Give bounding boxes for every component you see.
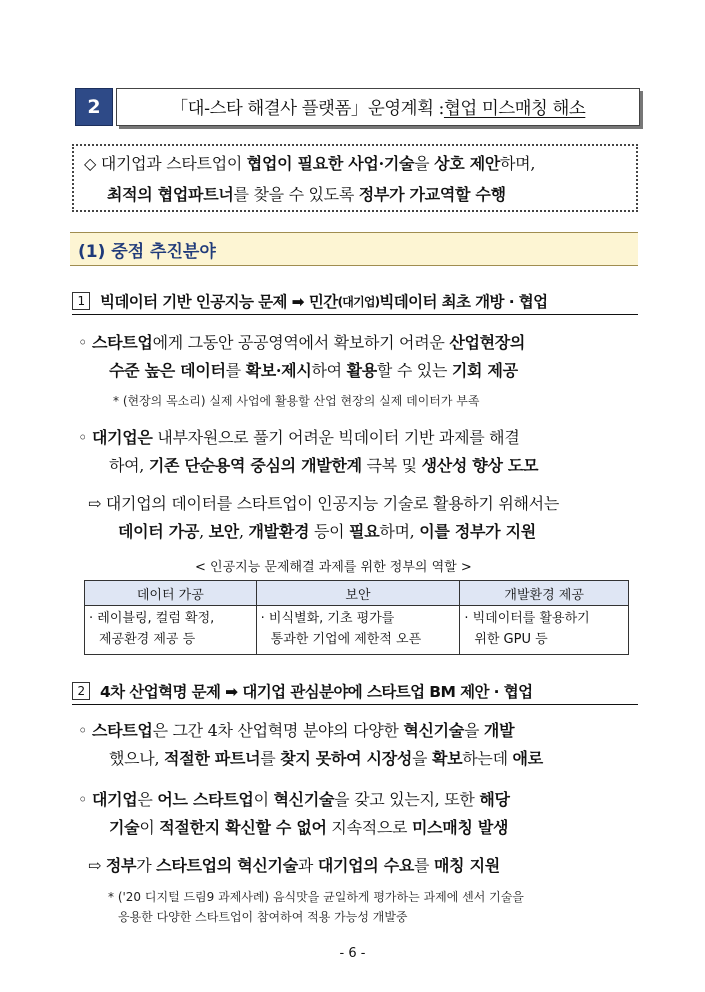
item-2-para-1-line-2 bbox=[109, 746, 543, 769]
item-2-para-2-line-1 bbox=[78, 787, 510, 810]
bold-text: 대기업 bbox=[91, 790, 138, 809]
bold-text: 매칭 지원 bbox=[433, 856, 500, 875]
text: 을 bbox=[463, 721, 484, 740]
text: 이 bbox=[253, 790, 274, 809]
table-cell bbox=[460, 606, 629, 655]
table-row bbox=[85, 606, 629, 655]
bold-text: 적절한지 확신할 수 없어 bbox=[159, 818, 327, 837]
summary-bold: 정부가 가교역할 수행 bbox=[358, 185, 506, 204]
text: 내부자원으로 풀기 어려운 빅데이터 기반 과제를 해결 bbox=[152, 428, 520, 447]
bold-text: 기회 제공 bbox=[451, 361, 518, 380]
item-2-para-1-line-1 bbox=[78, 718, 514, 741]
bold-text: 적절한 파트너 bbox=[164, 749, 261, 768]
bold-text: 어느 스타트업 bbox=[157, 790, 254, 809]
bold-text: 대기업의 수요 bbox=[317, 856, 415, 875]
text: 를 bbox=[414, 856, 434, 875]
text: 하여, bbox=[109, 456, 149, 475]
item-1-para-2-line-1 bbox=[78, 425, 520, 448]
bold-text: 활용 bbox=[346, 361, 377, 380]
bold-text: 데이터 가공 bbox=[118, 522, 200, 541]
bold-text: 생산성 향상 도모 bbox=[421, 456, 539, 475]
bold-text: 혁신기술 bbox=[273, 790, 335, 809]
item-1-arrow-line-2 bbox=[118, 519, 536, 542]
text: 을 bbox=[412, 749, 432, 768]
section-title-middle: 운영계획 : bbox=[367, 98, 444, 119]
bold-text: 필요 bbox=[349, 522, 380, 541]
bold-text: 기존 단순용역 중심의 개발한계 bbox=[148, 456, 362, 475]
bold-text: 스타트업 bbox=[91, 721, 153, 740]
diamond-bullet-icon: ◇ bbox=[84, 154, 97, 173]
cell-line: · 레이블링, 컬럼 확정, bbox=[89, 611, 215, 626]
item-number-box: 2 bbox=[72, 682, 90, 700]
bold-text: 미스매칭 발생 bbox=[412, 818, 509, 837]
table-header: 보안 bbox=[256, 581, 460, 606]
text: 이 bbox=[139, 818, 160, 837]
text: 가 bbox=[136, 856, 157, 875]
item-1-para-1-line-1 bbox=[78, 330, 525, 353]
item-1-heading bbox=[72, 290, 638, 315]
text: 을 갖고 있는지, 또한 bbox=[334, 790, 480, 809]
cell-line: 위한 GPU 등 bbox=[474, 632, 548, 647]
item-2-heading-text: 4차 산업혁명 문제 ➡ 대기업 관심분야에 스타트업 BM 제안 · 협업 bbox=[100, 683, 533, 701]
item-2-note-line-1: * ('20 디지털 드림9 과제사례) 음식맛을 균일하게 평가하는 과제에 센서 기술을 bbox=[108, 890, 524, 904]
item-1-arrow-line-1 bbox=[88, 491, 559, 514]
summary-line-2 bbox=[84, 179, 636, 210]
item-number-box: 1 bbox=[72, 292, 90, 310]
section-number-badge: 2 bbox=[75, 88, 113, 126]
item-2-para-2-line-2 bbox=[109, 815, 508, 838]
subsection-title: (1) 중점 추진분야 bbox=[70, 232, 638, 266]
table-caption: < 인공지능 문제해결 과제를 위한 정부의 역할 > bbox=[195, 560, 472, 575]
bold-text: 보안 bbox=[208, 522, 239, 541]
bold-text: 스타트업의 혁신기술 bbox=[156, 856, 298, 875]
summary-line-1 bbox=[84, 148, 636, 179]
text: 등이 bbox=[309, 522, 350, 541]
bold-text: 이를 정부가 지원 bbox=[419, 522, 536, 541]
arrow-right-icon: ⇨ bbox=[88, 494, 102, 513]
bold-text: 찾지 못하여 시장성 bbox=[280, 749, 413, 768]
bold-text: 애로 bbox=[512, 749, 543, 768]
summary-bold: 협업이 필요한 사업·기술 bbox=[246, 154, 415, 173]
text: , bbox=[238, 522, 249, 541]
bold-text: 수준 높은 데이터 bbox=[109, 361, 226, 380]
text: 은 그간 4차 산업혁명 분야의 다양한 bbox=[152, 721, 404, 740]
bold-text: 혁신기술 bbox=[403, 721, 464, 740]
summary-bold: 최적의 협업파트너 bbox=[107, 185, 234, 204]
cell-line: · 비식별화, 기초 평가를 bbox=[260, 611, 395, 626]
item-1-para-2-line-2 bbox=[109, 453, 538, 476]
bold-text: 정부 bbox=[105, 856, 137, 875]
circle-bullet-icon: ◦ bbox=[78, 721, 88, 740]
text: , bbox=[199, 522, 209, 541]
item-1-heading-paren: (대기업) bbox=[337, 294, 380, 309]
table-cell bbox=[85, 606, 257, 655]
bold-text: 확보 bbox=[431, 749, 463, 768]
bold-text: 개발 bbox=[483, 721, 515, 740]
bold-text: 기술 bbox=[109, 818, 140, 837]
item-1-para-1-line-2 bbox=[109, 358, 518, 381]
summary-text: 를 찾을 수 있도록 bbox=[233, 185, 359, 204]
cell-line: 제공환경 제공 등 bbox=[99, 632, 196, 647]
page-number: - 6 - bbox=[339, 946, 366, 961]
summary-box bbox=[72, 144, 638, 212]
bold-text: 스타트업 bbox=[91, 333, 153, 352]
summary-text: 을 bbox=[414, 154, 435, 173]
text: 극복 및 bbox=[361, 456, 422, 475]
bold-text: 해당 bbox=[479, 790, 510, 809]
summary-text: 대기업과 스타트업이 bbox=[100, 154, 247, 173]
table-header-row bbox=[85, 581, 629, 606]
section-title-platform: 「대-스타 해결사 플랫폼」 bbox=[170, 98, 368, 119]
item-1-heading-text: 빅데이터 기반 인공지능 문제 ➡ 민간 bbox=[100, 293, 338, 311]
text: 지속적으로 bbox=[326, 818, 412, 837]
bold-text: 개발환경 bbox=[248, 522, 310, 541]
circle-bullet-icon: ◦ bbox=[78, 333, 88, 352]
item-2-arrow-line bbox=[88, 853, 500, 876]
summary-text: 하며, bbox=[500, 154, 536, 173]
item-2-note-line-2: 응용한 다양한 스타트업이 참여하여 적용 가능성 개발중 bbox=[118, 910, 408, 924]
text: 에게 그동안 공공영역에서 확보하기 어려운 bbox=[152, 333, 450, 352]
table-cell bbox=[256, 606, 460, 655]
item-2-heading bbox=[72, 680, 638, 705]
summary-bold: 상호 제안 bbox=[434, 154, 501, 173]
table-header: 개발환경 제공 bbox=[460, 581, 629, 606]
text: 하며, bbox=[379, 522, 420, 541]
bold-text: 확보·제시 bbox=[245, 361, 312, 380]
item-1-heading-text-2: 빅데이터 최초 개방 · 협업 bbox=[379, 293, 548, 311]
circle-bullet-icon: ◦ bbox=[78, 428, 88, 447]
bold-text: 대기업은 bbox=[91, 428, 153, 447]
bold-text: 산업현장의 bbox=[449, 333, 526, 352]
section-title bbox=[116, 88, 640, 126]
text: 과 bbox=[297, 856, 318, 875]
circle-bullet-icon: ◦ bbox=[78, 790, 88, 809]
section-title-underlined: 협업 미스매칭 해소 bbox=[443, 98, 586, 119]
cell-line: 통과한 기업에 제한적 오픈 bbox=[270, 632, 422, 647]
government-role-table bbox=[84, 580, 629, 655]
text: 를 bbox=[260, 749, 281, 768]
table-header: 데이터 가공 bbox=[85, 581, 257, 606]
cell-line: · 빅데이터를 활용하기 bbox=[464, 611, 590, 626]
text: 하여 bbox=[311, 361, 347, 380]
text: 했으나, bbox=[109, 749, 165, 768]
text: 할 수 있는 bbox=[376, 361, 452, 380]
text: 하는데 bbox=[462, 749, 513, 768]
item-1-note: * (현장의 목소리) 실제 사업에 활용할 산업 현장의 실제 데이터가 부족 bbox=[113, 394, 480, 408]
text: 대기업의 데이터를 스타트업이 인공지능 기술로 활용하기 위해서는 bbox=[105, 494, 559, 513]
text: 를 bbox=[225, 361, 246, 380]
arrow-right-icon: ⇨ bbox=[88, 856, 102, 875]
text: 은 bbox=[137, 790, 158, 809]
